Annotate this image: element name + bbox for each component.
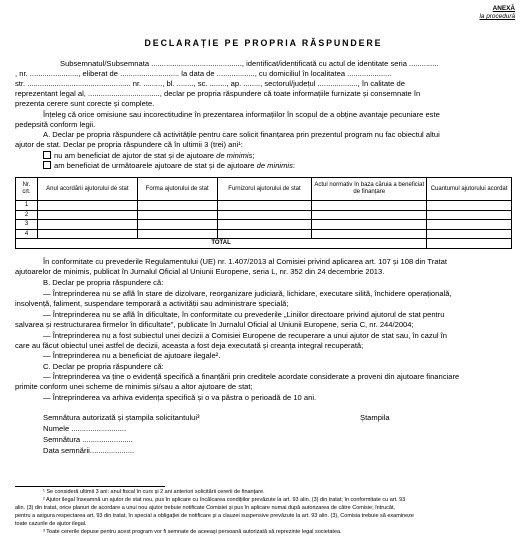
section-c-item: — Întreprinderea va arhiva evidența specifică și o va păstra o perioadă de 10 ani. (43, 393, 317, 402)
table-total-row (16, 239, 512, 249)
table-header-cell: Cuantumul ajutorului acordat (427, 178, 512, 201)
table-cell[interactable] (217, 229, 312, 239)
omission-line: Înțeleg că orice omisiune sau incorectitudine în prezentarea informațiilor în scopul de a obține avantaje pecuniare este (43, 110, 440, 119)
table-header-cell: Furnizorul ajutorului de stat (217, 178, 312, 201)
table-cell[interactable] (137, 201, 217, 211)
table-cell[interactable] (312, 210, 427, 220)
table-cell[interactable] (427, 229, 512, 239)
section-b-item: — Întreprinderea nu se află în dificultate, în conformitate cu prevederile „Liniilor directoare privind ajutorul de stat pentru (43, 310, 445, 319)
checkbox-no-aid-text: nu am beneficiat de ajutor de stat și de ajutoare (54, 151, 217, 160)
table-header-cell: Actul normativ în baza căruia a beneficiat de finanțare (312, 178, 427, 201)
intro-line: prezenta cerere sunt corecte și complete. (15, 99, 155, 108)
intro-line: reprezentant legal al, .................................., declar pe propria răspundere că toate informațiile furnizate și consemnate în (15, 89, 421, 98)
footnote: alin. (3) din tratat, orice planuri de acordare a unui nou ajutor trebuie notificate Comisiei și pus în aplicare numai după autorizarea de către Comisie; întrucât, (15, 505, 396, 511)
table-row (16, 220, 512, 230)
annex-title: ANEXĂ (492, 5, 515, 12)
row-number: 4 (16, 229, 38, 239)
footnote: pentru a asigura respectarea art. 93 din tratat, în special a obligației de notificare și a clauzei suspensive prevăzute la art. 93 alin. (3), Comisia trebuie să examineze (15, 513, 414, 519)
omission-line: pedepsită conform legii. (15, 120, 96, 129)
table-cell[interactable] (312, 201, 427, 211)
section-b-item: salvarea și restructurarea firmelor în dificultate", publicate în Jurnalul Oficial al Uniunii Europene, seria C, nr. 244/2004; (15, 320, 414, 329)
footnote: ² Ajutor ilegal înseamnă un ajutor de stat nou, pus în aplicare cu încălcarea condițiilor prevăzute la art. 93 alin. (3) din tratat; în conformitate cu art. 93 (43, 497, 406, 503)
footnote-divider (15, 486, 165, 487)
section-c-item: primite conform unei scheme de minimis și/sau a altor ajutoare de stat; (15, 382, 253, 391)
footnote: ³ Toate cererile depuse pentru acest program vor fi semnate de aceeași persoană autorizată să reprezinte legal societatea. (43, 529, 342, 535)
stamp-label: Ștampila (360, 413, 390, 422)
table-cell[interactable] (137, 210, 217, 220)
table-cell[interactable] (217, 201, 312, 211)
table-cell[interactable] (427, 201, 512, 211)
table-cell[interactable] (217, 210, 312, 220)
checkbox-had-aid-end: : (292, 161, 296, 170)
checkbox-no-aid-italic: de minimis (216, 151, 253, 160)
annex-label (479, 5, 515, 21)
table-header-row (16, 178, 512, 201)
table-cell[interactable] (137, 229, 217, 239)
table-cell[interactable] (217, 220, 312, 230)
annex-subtitle: la procedură (479, 13, 515, 20)
section-b-item: insolvență, faliment, suspendare temporară a activității sau administrare specială; (15, 299, 289, 308)
section-c-item: — Întreprinderea va ține o evidență specifică a finanțării prin creditele acordate considerate a proveni din ajutoare financiare (43, 372, 460, 381)
checkbox-had-aid-text: am beneficiat de următoarele ajutoare de stat și de ajutoare (54, 161, 257, 170)
table-header-cell: Forma ajutorului de stat (137, 178, 217, 201)
checkbox-no-aid[interactable] (43, 151, 255, 160)
intro-line: , nr. ......................., eliberat de ............................ la data de .................., cu domiciliul în localitatea ..................... (15, 69, 392, 78)
checkbox-icon[interactable] (43, 161, 51, 169)
table-cell[interactable] (37, 220, 137, 230)
checkbox-had-aid-italic: de minimis (256, 161, 293, 170)
section-b-heading: B. Declar pe propria răspundere că: (43, 278, 164, 287)
table-cell[interactable] (37, 210, 137, 220)
section-c-heading: C. Declar pe propria răspundere că: (43, 362, 164, 371)
signature-sign-field[interactable]: Semnătura ........................ (43, 435, 133, 444)
table-cell[interactable] (312, 229, 427, 239)
intro-line: str. ................................................. nr. ........., bl. ........, sc. ........, ap. ........, sectorul/județul ..................., în calitate de (15, 79, 405, 88)
row-number: 2 (16, 210, 38, 220)
section-b-item: — Întreprinderea nu a beneficiat de ajutoare ilegale². (43, 351, 221, 360)
checkbox-icon[interactable] (43, 151, 51, 159)
regulation-line: În conformitate cu prevederile Regulamentului (UE) nr. 1.407/2013 al Comisiei privind aplicarea art. 107 și 108 din Tratat (43, 257, 447, 266)
section-a-line: ajutor de stat. Declar pe propria răspundere că în ultimii 3 (trei) ani¹: (15, 140, 243, 149)
section-b-item: care au făcut obiectul unei astfel de decizii, aceasta a fost deja executată și creanța integral recuperată; (15, 341, 364, 350)
table-cell[interactable] (427, 220, 512, 230)
document-title: DECLARAȚIE PE PROPRIA RĂSPUNDERE (144, 38, 383, 48)
row-number: 3 (16, 220, 38, 230)
table-row (16, 229, 512, 239)
total-value-cell[interactable] (427, 239, 512, 249)
intro-line: Subsemnatul/Subsemnata ..........................................., identificat/identificată cu actul de identitate seria .............. (60, 59, 439, 68)
section-a-line: A. Declar pe propria răspundere că activitățile pentru care solicit finanțarea prin prezentul program nu fac obiectul altui (43, 130, 440, 139)
table-row (16, 201, 512, 211)
state-aid-table (15, 177, 512, 249)
table-cell[interactable] (37, 201, 137, 211)
total-label: TOTAL (16, 239, 427, 249)
table-header-cell: Nr. crt. (16, 178, 38, 201)
table-cell[interactable] (427, 210, 512, 220)
row-number: 1 (16, 201, 38, 211)
footnote: toate cazurile de ajutor ilegal. (15, 521, 87, 527)
section-b-item: — Întreprinderea nu a fost subiectul unei decizii a Comisiei Europene de recuperare a unui ajutor de stat sau, în cazul în (43, 331, 447, 340)
signature-date-field[interactable]: Data semnării..................... (43, 446, 135, 455)
section-b-item: — Întreprinderea nu se află în stare de dizolvare, reorganizare judiciară, lichidare, executare silită, închidere operațională, (43, 289, 452, 298)
signature-label: Semnătura autorizată și ștampila solicitantului³ (43, 413, 200, 422)
table-header-cell: Anul acordării ajutorului de stat (37, 178, 137, 201)
signature-name-field[interactable]: Numele .......................... (43, 424, 127, 433)
checkbox-had-aid[interactable] (43, 161, 295, 170)
table-cell[interactable] (137, 220, 217, 230)
table-row (16, 210, 512, 220)
checkbox-no-aid-end: ; (252, 151, 255, 160)
regulation-line: ajutoarelor de minimis, publicat în Jurnalul Oficial al Uniunii Europene, seria L, nr. 352 din 24 decembrie 2013. (15, 267, 385, 276)
table-cell[interactable] (312, 220, 427, 230)
table-cell[interactable] (37, 229, 137, 239)
footnote: ¹ Se consideră ultimii 3 ani: anul fiscal în curs și 2 ani anteriori solicitării cererii de finanțare. (43, 489, 265, 495)
